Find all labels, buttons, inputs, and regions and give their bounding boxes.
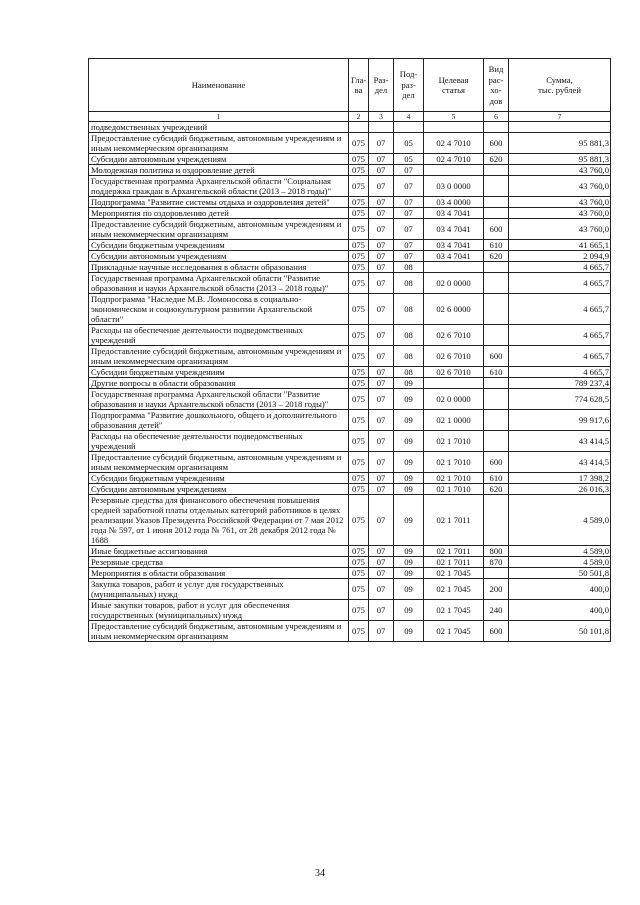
cell-vid [484, 378, 509, 389]
cell-vid [484, 389, 509, 410]
table-row [89, 378, 611, 389]
cell-podrazdel: 07 [394, 165, 424, 176]
table-row [89, 557, 611, 568]
table-row [89, 273, 611, 294]
table-row [89, 473, 611, 484]
budget-table [88, 58, 611, 642]
cell-podrazdel: 09 [394, 546, 424, 557]
cell-target: 02 1 7045 [424, 568, 484, 579]
cell-vid [484, 294, 509, 325]
col-number: 6 [484, 112, 509, 122]
cell-podrazdel: 09 [394, 579, 424, 600]
cell-vid: 620 [484, 484, 509, 495]
cell-name: Предоставление субсидий бюджетным, автономным учреждениям и иным некоммерческим организациям [89, 621, 349, 642]
cell-target: 02 1 7010 [424, 473, 484, 484]
cell-sum: 43 414,5 [509, 431, 611, 452]
cell-podrazdel: 09 [394, 600, 424, 621]
cell-podrazdel: 09 [394, 389, 424, 410]
header-row [89, 59, 611, 112]
cell-razdel: 07 [369, 410, 394, 431]
cell-name: Закупка товаров, работ и услуг для государственных (муниципальных) нужд [89, 579, 349, 600]
cell-glava: 075 [349, 219, 369, 240]
cell-sum: 4 665,7 [509, 325, 611, 346]
cell-glava: 075 [349, 557, 369, 568]
cell-glava: 075 [349, 431, 369, 452]
cell-target: 02 6 0000 [424, 294, 484, 325]
table-row [89, 251, 611, 262]
cell-sum: 43 760,0 [509, 208, 611, 219]
cell-vid [484, 410, 509, 431]
cell-podrazdel [394, 122, 424, 133]
cell-vid: 600 [484, 219, 509, 240]
cell-podrazdel: 08 [394, 325, 424, 346]
cell-razdel: 07 [369, 495, 394, 546]
cell-target: 02 1 7010 [424, 452, 484, 473]
cell-sum: 4 665,7 [509, 346, 611, 367]
cell-glava: 075 [349, 600, 369, 621]
cell-target [424, 165, 484, 176]
cell-name: подведомственных учреждений [89, 122, 349, 133]
cell-vid: 200 [484, 579, 509, 600]
table-row [89, 154, 611, 165]
table-row [89, 133, 611, 154]
cell-razdel: 07 [369, 568, 394, 579]
table-row [89, 546, 611, 557]
cell-vid [484, 495, 509, 546]
cell-name: Расходы на обеспечение деятельности подведомственных учреждений [89, 325, 349, 346]
cell-razdel: 07 [369, 546, 394, 557]
cell-vid [484, 176, 509, 197]
cell-razdel: 07 [369, 346, 394, 367]
cell-glava: 075 [349, 262, 369, 273]
cell-name: Субсидии бюджетным учреждениям [89, 240, 349, 251]
cell-sum: 26 016,3 [509, 484, 611, 495]
cell-target: 03 4 7041 [424, 240, 484, 251]
cell-podrazdel: 08 [394, 273, 424, 294]
cell-sum: 4 589,0 [509, 546, 611, 557]
cell-sum: 4 665,7 [509, 262, 611, 273]
cell-razdel: 07 [369, 484, 394, 495]
table-row [89, 165, 611, 176]
cell-sum: 4 665,7 [509, 367, 611, 378]
cell-glava: 075 [349, 154, 369, 165]
cell-name: Прикладные научные исследования в области образования [89, 262, 349, 273]
cell-target: 02 0 0000 [424, 389, 484, 410]
cell-name: Мероприятия по оздоровлению детей [89, 208, 349, 219]
cell-name: Предоставление субсидий бюджетным, автономным учреждениям и иным некоммерческим организациям [89, 219, 349, 240]
cell-glava: 075 [349, 410, 369, 431]
cell-razdel: 07 [369, 240, 394, 251]
cell-target [424, 122, 484, 133]
cell-vid: 620 [484, 251, 509, 262]
col-number: 5 [424, 112, 484, 122]
cell-name: Субсидии автономным учреждениям [89, 251, 349, 262]
cell-podrazdel: 09 [394, 473, 424, 484]
table-row [89, 621, 611, 642]
cell-name: Субсидии бюджетным учреждениям [89, 367, 349, 378]
cell-target: 02 1 7045 [424, 600, 484, 621]
cell-vid [484, 568, 509, 579]
cell-razdel: 07 [369, 262, 394, 273]
cell-sum: 50 101,8 [509, 621, 611, 642]
column-number-row [89, 112, 611, 122]
cell-sum: 43 760,0 [509, 176, 611, 197]
cell-razdel: 07 [369, 273, 394, 294]
cell-podrazdel: 08 [394, 367, 424, 378]
cell-name: Иные закупки товаров, работ и услуг для обеспечения государственных (муниципальных) нужд [89, 600, 349, 621]
cell-target: 02 6 7010 [424, 346, 484, 367]
cell-vid: 610 [484, 367, 509, 378]
cell-razdel: 07 [369, 208, 394, 219]
cell-target: 03 4 0000 [424, 197, 484, 208]
cell-podrazdel: 08 [394, 294, 424, 325]
cell-target: 02 4 7010 [424, 154, 484, 165]
cell-name: Молодежная политика и оздоровление детей [89, 165, 349, 176]
cell-vid [484, 122, 509, 133]
cell-name: Государственная программа Архангельской области "Социальная поддержка граждан в Архангельской области (2013 – 2018 годы)" [89, 176, 349, 197]
cell-podrazdel: 09 [394, 568, 424, 579]
cell-glava: 075 [349, 452, 369, 473]
header-podrazdel: Под- раз- дел [394, 59, 424, 112]
header-razdel: Раз- дел [369, 59, 394, 112]
cell-vid: 870 [484, 557, 509, 568]
cell-sum: 43 760,0 [509, 197, 611, 208]
cell-podrazdel: 08 [394, 346, 424, 367]
cell-glava: 075 [349, 389, 369, 410]
cell-sum: 43 760,0 [509, 165, 611, 176]
cell-glava: 075 [349, 325, 369, 346]
cell-glava: 075 [349, 346, 369, 367]
cell-name: Предоставление субсидий бюджетным, автономным учреждениям и иным некоммерческим организациям [89, 452, 349, 473]
table-row [89, 600, 611, 621]
cell-target: 02 1 7010 [424, 431, 484, 452]
table-row [89, 495, 611, 546]
header-target: Целевая статья [424, 59, 484, 112]
cell-target: 03 4 7041 [424, 219, 484, 240]
cell-vid [484, 208, 509, 219]
cell-target: 02 1 7011 [424, 557, 484, 568]
cell-name: Предоставление субсидий бюджетным, автономным учреждениям и иным некоммерческим организациям [89, 346, 349, 367]
cell-glava: 075 [349, 568, 369, 579]
cell-name: Расходы на обеспечение деятельности подведомственных учреждений [89, 431, 349, 452]
cell-glava: 075 [349, 273, 369, 294]
cell-podrazdel: 05 [394, 133, 424, 154]
header-sum: Сумма, тыс. рублей [509, 59, 611, 112]
cell-sum: 4 589,0 [509, 495, 611, 546]
cell-razdel: 07 [369, 621, 394, 642]
cell-podrazdel: 05 [394, 154, 424, 165]
cell-target: 02 1 7011 [424, 495, 484, 546]
cell-razdel: 07 [369, 251, 394, 262]
cell-glava: 075 [349, 251, 369, 262]
cell-target: 02 6 7010 [424, 367, 484, 378]
table-row [89, 325, 611, 346]
cell-vid [484, 273, 509, 294]
cell-name: Государственная программа Архангельской области "Развитие образования и науки Архангельской области (2013 – 2018 годы)" [89, 389, 349, 410]
cell-target: 03 4 7041 [424, 208, 484, 219]
cell-target: 02 1 7045 [424, 621, 484, 642]
cell-sum: 43 760,0 [509, 219, 611, 240]
header-name: Наименование [89, 59, 349, 112]
cell-vid: 610 [484, 473, 509, 484]
cell-razdel [369, 122, 394, 133]
col-number: 3 [369, 112, 394, 122]
cell-target: 03 4 7041 [424, 251, 484, 262]
cell-podrazdel: 07 [394, 219, 424, 240]
cell-name: Государственная программа Архангельской области "Развитие образования и науки Архангельской области (2013 – 2018 годы)" [89, 273, 349, 294]
cell-razdel: 07 [369, 165, 394, 176]
table-row [89, 122, 611, 133]
table-row [89, 262, 611, 273]
cell-podrazdel: 09 [394, 431, 424, 452]
cell-razdel: 07 [369, 557, 394, 568]
cell-podrazdel: 07 [394, 208, 424, 219]
cell-target: 02 6 7010 [424, 325, 484, 346]
cell-name: Субсидии автономным учреждениям [89, 484, 349, 495]
cell-razdel: 07 [369, 579, 394, 600]
header-vid: Вид рас- хо- дов [484, 59, 509, 112]
cell-razdel: 07 [369, 473, 394, 484]
col-number: 1 [89, 112, 349, 122]
cell-sum [509, 122, 611, 133]
cell-sum: 400,0 [509, 600, 611, 621]
cell-glava: 075 [349, 378, 369, 389]
cell-sum: 41 665,1 [509, 240, 611, 251]
cell-vid: 600 [484, 133, 509, 154]
cell-vid [484, 262, 509, 273]
cell-name: Субсидии бюджетным учреждениям [89, 473, 349, 484]
cell-sum: 95 881,3 [509, 133, 611, 154]
cell-sum: 99 917,6 [509, 410, 611, 431]
cell-glava: 075 [349, 294, 369, 325]
cell-sum: 4 665,7 [509, 273, 611, 294]
cell-name: Иные бюджетные ассигнования [89, 546, 349, 557]
cell-vid [484, 431, 509, 452]
cell-podrazdel: 09 [394, 621, 424, 642]
col-number: 7 [509, 112, 611, 122]
cell-vid [484, 325, 509, 346]
cell-podrazdel: 07 [394, 176, 424, 197]
cell-target: 02 0 0000 [424, 273, 484, 294]
cell-glava: 075 [349, 208, 369, 219]
cell-razdel: 07 [369, 219, 394, 240]
cell-razdel: 07 [369, 452, 394, 473]
cell-razdel: 07 [369, 325, 394, 346]
cell-target [424, 378, 484, 389]
table-row [89, 208, 611, 219]
table-row [89, 410, 611, 431]
cell-glava: 075 [349, 579, 369, 600]
table-row [89, 219, 611, 240]
cell-vid: 240 [484, 600, 509, 621]
cell-podrazdel: 09 [394, 495, 424, 546]
cell-razdel: 07 [369, 378, 394, 389]
cell-sum: 4 589,0 [509, 557, 611, 568]
cell-razdel: 07 [369, 431, 394, 452]
cell-razdel: 07 [369, 176, 394, 197]
cell-name: Подпрограмма "Развитие дошкольного, общего и дополнительного образования детей" [89, 410, 349, 431]
cell-podrazdel: 09 [394, 378, 424, 389]
cell-target: 02 4 7010 [424, 133, 484, 154]
cell-podrazdel: 09 [394, 452, 424, 473]
table-row [89, 431, 611, 452]
cell-vid: 800 [484, 546, 509, 557]
cell-podrazdel: 09 [394, 410, 424, 431]
cell-podrazdel: 09 [394, 557, 424, 568]
cell-name: Мероприятия в области образования [89, 568, 349, 579]
cell-target: 02 1 7045 [424, 579, 484, 600]
table-row [89, 389, 611, 410]
cell-name: Предоставление субсидий бюджетным, автономным учреждениям и иным некоммерческим организациям [89, 133, 349, 154]
cell-glava [349, 122, 369, 133]
cell-name: Подпрограмма "Развитие системы отдыха и оздоровления детей" [89, 197, 349, 208]
cell-glava: 075 [349, 240, 369, 251]
cell-glava: 075 [349, 495, 369, 546]
cell-vid: 600 [484, 346, 509, 367]
cell-vid [484, 197, 509, 208]
cell-razdel: 07 [369, 197, 394, 208]
table-row [89, 484, 611, 495]
cell-sum: 95 881,3 [509, 154, 611, 165]
cell-glava: 075 [349, 176, 369, 197]
cell-razdel: 07 [369, 367, 394, 378]
table-row [89, 568, 611, 579]
cell-name: Субсидии автономным учреждениям [89, 154, 349, 165]
table-row [89, 452, 611, 473]
cell-target [424, 262, 484, 273]
cell-vid: 600 [484, 621, 509, 642]
cell-sum: 50 501,8 [509, 568, 611, 579]
col-number: 2 [349, 112, 369, 122]
cell-name: Подпрограмма "Наследие М.В. Ломоносова в социально-экономическом и социокультурном развитии Архангельской области" [89, 294, 349, 325]
cell-vid: 610 [484, 240, 509, 251]
cell-razdel: 07 [369, 294, 394, 325]
cell-vid: 600 [484, 452, 509, 473]
cell-target: 02 1 0000 [424, 410, 484, 431]
header-glava: Гла- ва [349, 59, 369, 112]
cell-glava: 075 [349, 133, 369, 154]
cell-glava: 075 [349, 546, 369, 557]
cell-podrazdel: 09 [394, 484, 424, 495]
cell-sum: 2 094,9 [509, 251, 611, 262]
cell-target: 02 1 7010 [424, 484, 484, 495]
cell-sum: 4 665,7 [509, 294, 611, 325]
table-row [89, 294, 611, 325]
cell-sum: 43 414,5 [509, 452, 611, 473]
cell-podrazdel: 07 [394, 251, 424, 262]
cell-name: Резервные средства для финансового обеспечения повышения средней заработной платы отдельных категорий работников в целях реализации Указов Президента Российской Федерации от 7 мая 2012 года № 597, от 1 июня 2012 года № 761, от 28 декабря 2012 года № 1688 [89, 495, 349, 546]
cell-glava: 075 [349, 473, 369, 484]
cell-podrazdel: 07 [394, 197, 424, 208]
cell-razdel: 07 [369, 600, 394, 621]
cell-glava: 075 [349, 367, 369, 378]
col-number: 4 [394, 112, 424, 122]
cell-glava: 075 [349, 621, 369, 642]
cell-podrazdel: 07 [394, 240, 424, 251]
table-row [89, 346, 611, 367]
cell-razdel: 07 [369, 133, 394, 154]
table-row [89, 579, 611, 600]
cell-vid: 620 [484, 154, 509, 165]
cell-target: 03 0 0000 [424, 176, 484, 197]
cell-sum: 400,0 [509, 579, 611, 600]
cell-sum: 774 628,5 [509, 389, 611, 410]
cell-target: 02 1 7011 [424, 546, 484, 557]
cell-sum: 789 237,4 [509, 378, 611, 389]
cell-razdel: 07 [369, 154, 394, 165]
table-row [89, 197, 611, 208]
table-row [89, 176, 611, 197]
cell-name: Резервные средства [89, 557, 349, 568]
page-number: 34 [315, 868, 325, 879]
table-row [89, 367, 611, 378]
cell-sum: 17 398,2 [509, 473, 611, 484]
cell-vid [484, 165, 509, 176]
cell-podrazdel: 08 [394, 262, 424, 273]
cell-glava: 075 [349, 165, 369, 176]
cell-razdel: 07 [369, 389, 394, 410]
cell-name: Другие вопросы в области образования [89, 378, 349, 389]
cell-glava: 075 [349, 197, 369, 208]
cell-glava: 075 [349, 484, 369, 495]
table-row [89, 240, 611, 251]
